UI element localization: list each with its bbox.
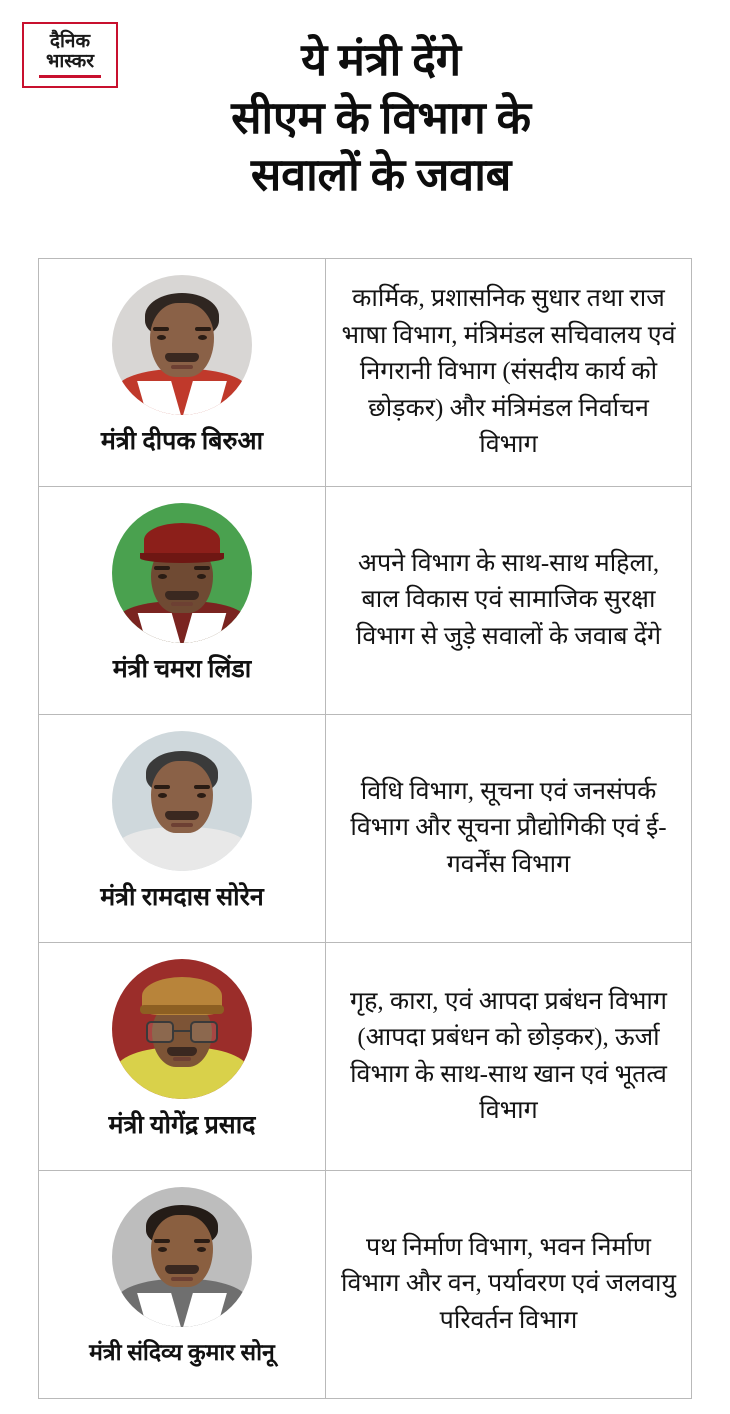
minister-photo-cell [39, 943, 326, 1170]
logo-line-2: भास्कर [45, 50, 95, 72]
table-row [39, 487, 691, 715]
minister-name: मंत्री दीपक बिरुआ [100, 428, 264, 455]
table-row [39, 943, 691, 1171]
logo-line-1: दैनिक [49, 30, 91, 52]
minister-departments-cell [326, 259, 691, 486]
minister-departments-cell [326, 943, 691, 1170]
avatar [112, 1187, 252, 1327]
minister-photo-cell [39, 487, 326, 714]
minister-name: मंत्री योगेंद्र प्रसाद [108, 1112, 256, 1139]
minister-name: मंत्री रामदास सोरेन [100, 884, 264, 911]
table-row [39, 715, 691, 943]
table-row [39, 259, 691, 487]
cap-icon [144, 523, 220, 557]
minister-photo-cell [39, 259, 326, 486]
minister-photo-cell [39, 715, 326, 942]
headline-line-3: सवालों के जवाब [250, 150, 512, 201]
minister-name: मंत्री संदिव्य कुमार सोनू [89, 1340, 275, 1365]
minister-departments: विधि विभाग, सूचना एवं जनसंपर्क विभाग और सूचना प्रौद्योगिकी एवं ई-गवर्नेंस विभाग [350, 777, 667, 878]
minister-departments-cell [326, 1171, 691, 1398]
avatar [112, 503, 252, 643]
headline-line-1: ये मंत्री देंगे [301, 35, 461, 85]
minister-departments-cell [326, 487, 691, 714]
minister-departments: पथ निर्माण विभाग, भवन निर्माण विभाग और वन, पर्यावरण एवं जलवायु परिवर्तन विभाग [340, 1233, 677, 1334]
minister-departments: गृह, कारा, एवं आपदा प्रबंधन विभाग (आपदा प्रबंधन को छोड़कर), ऊर्जा विभाग के साथ-साथ खान एवं भूतत्व विभाग [350, 987, 667, 1124]
table-row [39, 1171, 691, 1399]
avatar [112, 731, 252, 871]
ministers-table [38, 258, 692, 1399]
logo-underline [39, 75, 101, 78]
minister-photo-cell [39, 1171, 326, 1398]
minister-departments: अपने विभाग के साथ-साथ महिला, बाल विकास एवं सामाजिक सुरक्षा विभाग से जुड़े सवालों के जवाब देंगे [355, 549, 662, 650]
header [0, 0, 730, 252]
avatar [112, 959, 252, 1099]
headline-line-2: सीएम के विभाग के [231, 92, 531, 143]
minister-name: मंत्री चमरा लिंडा [112, 656, 252, 683]
minister-departments-cell [326, 715, 691, 942]
glasses-icon [146, 1021, 218, 1043]
dainik-bhaskar-logo [22, 22, 118, 88]
avatar [112, 275, 252, 415]
minister-departments: कार्मिक, प्रशासनिक सुधार तथा राज भाषा विभाग, मंत्रिमंडल सचिवालय एवं निगरानी विभाग (संसदीय कार्य को छोड़कर) और मंत्रिमंडल निर्वाचन विभाग [341, 285, 676, 459]
